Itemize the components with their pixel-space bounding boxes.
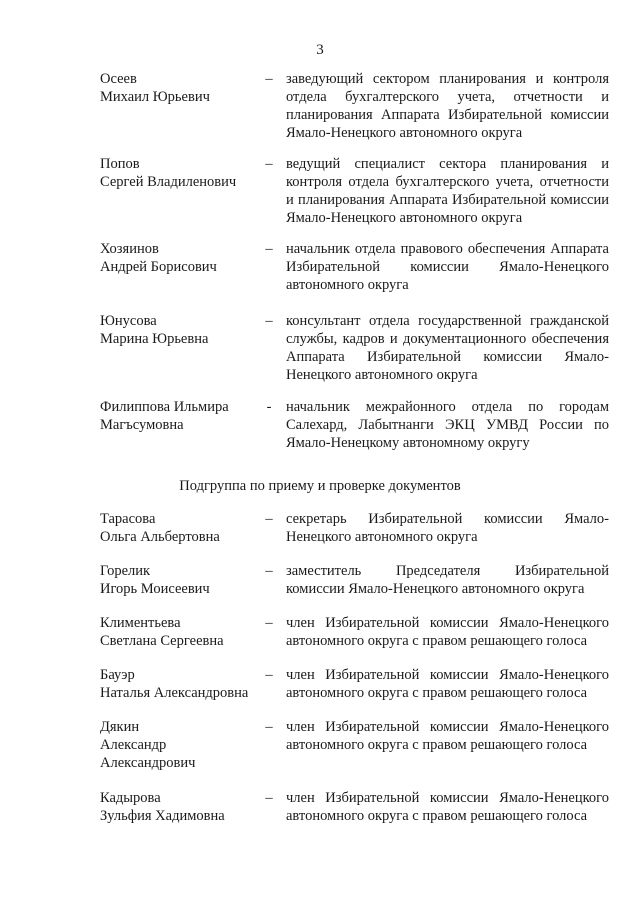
member-role: ведущий специалист сектора планирования и контроля отдела бухгалтерского учета, отчетности и планирования Аппарата Избирательной комиссии Ямало-Ненецкого автономного округа	[286, 156, 609, 226]
member-role: секретарь Избирательной комиссии Ямало-Ненецкого автономного округа	[286, 511, 609, 545]
member-name	[100, 398, 265, 434]
member-role: консультант отдела государственной гражданской службы, кадров и документационного обеспечения Аппарата Избирательной комиссии Ямало-Ненецкого автономного округа	[286, 313, 609, 383]
member-role: член Избирательной комиссии Ямало-Ненецкого автономного округа с правом решающего голоса	[286, 790, 609, 824]
dash-separator: -	[266, 399, 272, 415]
member-role: член Избирательной комиссии Ямало-Ненецкого автономного округа с правом решающего голоса	[286, 719, 609, 753]
member-role: член Избирательной комиссии Ямало-Ненецкого автономного округа с правом решающего голоса	[286, 667, 609, 701]
member-given-names: Игорь Моисеевич	[100, 581, 210, 597]
dash-separator: –	[265, 241, 273, 257]
member-name	[100, 789, 265, 825]
dash-separator: –	[265, 313, 273, 329]
member-name	[100, 70, 265, 106]
page-number: 3	[316, 42, 324, 58]
member-given-names: Андрей Борисович	[100, 259, 217, 275]
member-surname: Дякин	[100, 719, 140, 735]
member-given-names: Магъсумовна	[100, 417, 184, 433]
member-role: заместитель Председателя Избирательной комиссии Ямало-Ненецкого автономного округа	[286, 563, 609, 597]
member-name	[100, 614, 265, 650]
member-surname: Климентьева	[100, 615, 181, 631]
dash-separator: –	[265, 615, 273, 631]
member-given-names: Сергей Владиленович	[100, 174, 237, 190]
dash-separator: –	[265, 511, 273, 527]
member-given-names: Наталья Александровна	[100, 685, 249, 701]
dash-separator: –	[265, 156, 273, 172]
member-given-names: Михаил Юрьевич	[100, 89, 210, 105]
member-surname: Попов	[100, 156, 140, 172]
member-name	[100, 312, 265, 348]
member-given-names: Зульфия Хадимовна	[100, 808, 225, 824]
member-role: член Избирательной комиссии Ямало-Ненецкого автономного округа с правом решающего голоса	[286, 615, 609, 649]
dash-separator: –	[265, 719, 273, 735]
member-role: начальник межрайонного отдела по городам Салехард, Лабытнанги ЭКЦ УМВД России по Ямало-Ненецкому автономному округу	[286, 399, 609, 451]
dash-separator: –	[265, 71, 273, 87]
member-name	[100, 510, 265, 546]
member-given-names: Марина Юрьевна	[100, 331, 209, 347]
member-name	[100, 240, 265, 276]
subgroup-heading: Подгруппа по приему и проверке документов	[179, 478, 461, 494]
member-surname: Юнусова	[100, 313, 157, 329]
member-given-names: Александр	[100, 737, 167, 753]
member-surname: Хозяинов	[100, 241, 159, 257]
dash-separator: –	[265, 563, 273, 579]
member-surname: Филиппова Ильмира	[100, 399, 229, 415]
member-name	[100, 155, 265, 191]
member-surname: Горелик	[100, 563, 151, 579]
member-name	[100, 718, 265, 772]
dash-separator: –	[265, 790, 273, 806]
member-name	[100, 562, 265, 598]
member-given-names: Светлана Сергеевна	[100, 633, 224, 649]
member-surname: Бауэр	[100, 667, 135, 683]
member-role: начальник отдела правового обеспечения Аппарата Избирательной комиссии Ямало-Ненецкого автономного округа	[286, 241, 609, 293]
member-patronymic: Александрович	[100, 755, 196, 771]
dash-separator: –	[265, 667, 273, 683]
member-name	[100, 666, 265, 702]
member-given-names: Ольга Альбертовна	[100, 529, 220, 545]
member-surname: Осеев	[100, 71, 137, 87]
member-role: заведующий сектором планирования и контроля отдела бухгалтерского учета, отчетности и планирования Аппарата Избирательной комиссии Ямало-Ненецкого автономного округа	[286, 71, 609, 141]
member-surname: Тарасова	[100, 511, 156, 527]
member-surname: Кадырова	[100, 790, 161, 806]
